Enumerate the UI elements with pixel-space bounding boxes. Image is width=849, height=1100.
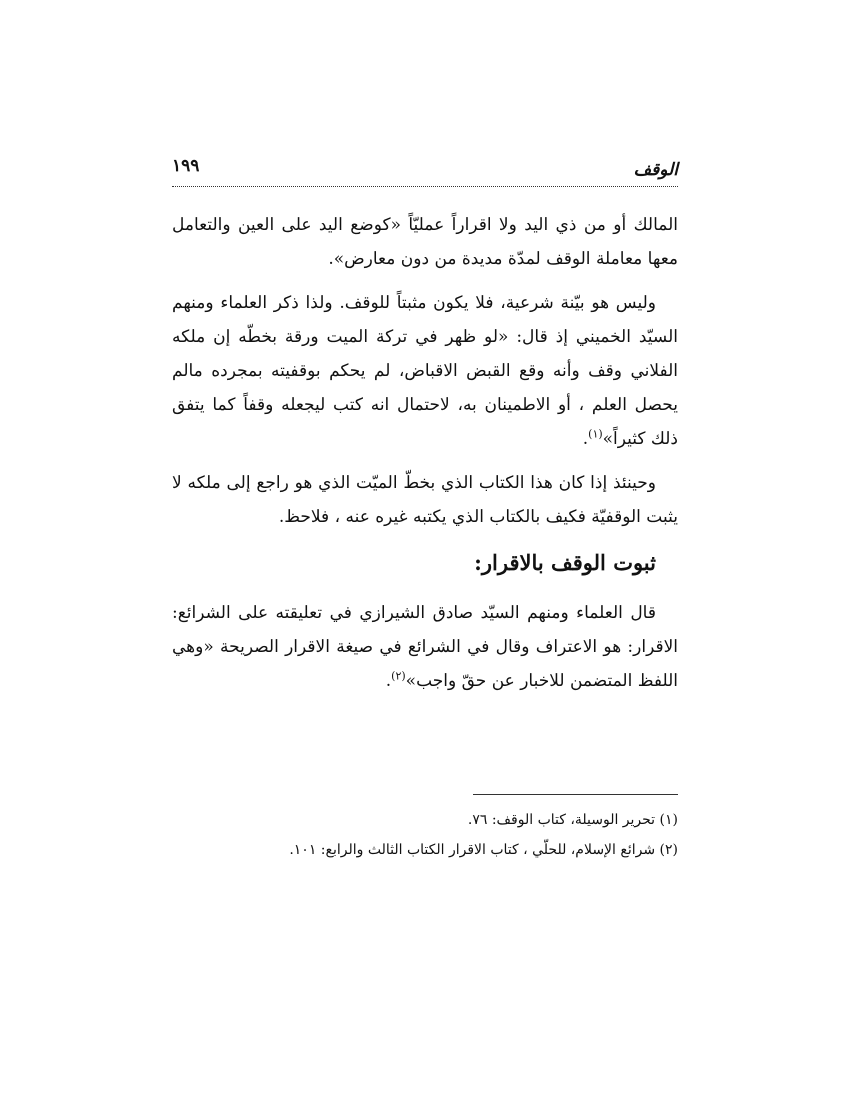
- paragraph-text: وليس هو بيّنة شرعية، فلا يكون مثبتاً للوقف. ولذا ذكر العلماء ومنهم السيّد الخميني إذ قال: «لو ظهر في تركة الميت ورقة بخطّه إن ملكه الفلاني وقف وأنه وقع القبض الاقباض، لم يحكم بوقفيته بمجرده مالم يحصل العلم ، أو الاطمينان به، لاحتمال انه كتب ليجعله وقفاً كما يتفق ذلك كثيراً»: [172, 293, 678, 449]
- paragraph-text: قال العلماء ومنهم السيّد صادق الشيرازي في تعليقته على الشرائع: الاقرار: هو الاعتراف وقال في الشرائع في صيغة الاقرار الصريحة «وهي اللفظ المتضمن للاخبار عن حقّ واجب»: [172, 603, 678, 691]
- page-number: ١٩٩: [172, 156, 200, 176]
- main-text: [172, 208, 678, 708]
- footnote: (١) تحرير الوسيلة، كتاب الوقف: ٧٦.: [467, 812, 678, 828]
- paragraph: المالك أو من ذي اليد ولا اقراراً عمليّاً «كوضع اليد على العين والتعامل معها معاملة الوقف لمدّة مديدة من دون معارض».: [172, 215, 678, 269]
- chapter-title: الوقف: [633, 160, 678, 180]
- footnote: (٢) شرائع الإسلام، للحلّي ، كتاب الاقرار الكتاب الثالث والرابع: ١٠١.: [289, 842, 678, 858]
- paragraph-end: .: [582, 429, 589, 449]
- paragraph: وحينئذ إذا كان هذا الكتاب الذي بخطّ الميّت الذي هو راجع إلى ملكه لا يثبت الوقفيّة فكيف بالكتاب الذي يكتبه غيره عنه ، فلاحظ.: [172, 473, 678, 527]
- book-page: [172, 0, 678, 1100]
- footnotes: [172, 805, 678, 865]
- paragraph-end: .: [385, 671, 392, 691]
- running-header: [172, 150, 678, 187]
- section-heading: ثبوت الوقف بالاقرار:: [474, 550, 656, 575]
- footnote-divider: [473, 794, 678, 795]
- paragraph: [172, 596, 678, 698]
- footnote-ref: (٢): [391, 669, 406, 683]
- paragraph: [172, 286, 678, 456]
- footnote-ref: (١): [588, 427, 603, 441]
